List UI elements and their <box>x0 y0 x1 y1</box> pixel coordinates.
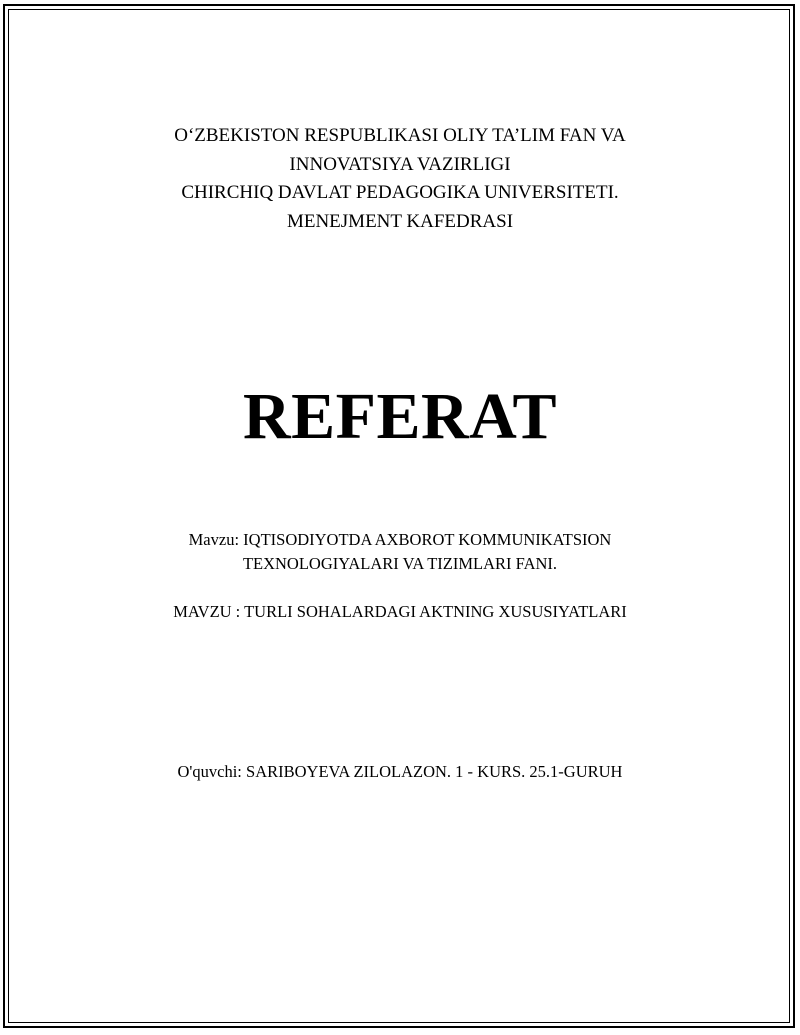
header-line: O‘ZBEKISTON RESPUBLIKASI OLIY TA’LIM FAN VA <box>174 125 626 146</box>
topic-line: Mavzu: IQTISODIYOTDA AXBOROT KOMMUNIKATSION <box>188 530 612 549</box>
header-line: INNOVATSIYA VAZIRLIGI <box>289 153 511 175</box>
topic-block <box>0 528 800 576</box>
header-line: MENEJMENT KAFEDRASI <box>286 210 514 232</box>
header-line: CHIRCHIQ DAVLAT PEDAGOGIKA UNIVERSITETI. <box>181 182 619 203</box>
topic-line: TEXNOLOGIYALARI VA TIZIMLARI FANI. <box>242 554 558 573</box>
student-info: O'quvchi: SARIBOYEVA ZILOLAZON. 1 - KURS. 25.1-GURUH <box>177 762 623 781</box>
institution-header <box>0 122 800 236</box>
topic-subject: MAVZU : TURLI SOHALARDAGI AKTNING XUSUSIYATLARI <box>173 602 627 621</box>
document-title: REFERAT <box>243 380 557 453</box>
